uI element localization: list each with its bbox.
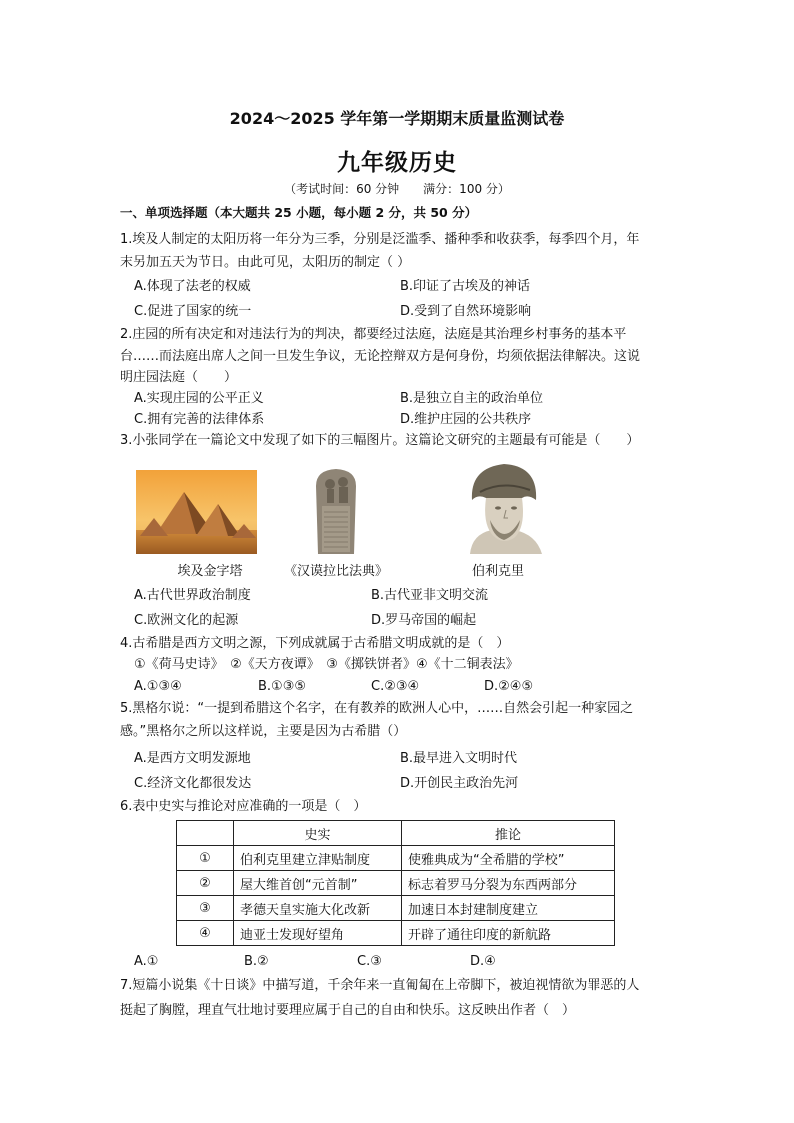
q3-stem: 3.小张同学在一篇论文中发现了如下的三幅图片。这篇论文研究的主题最有可能是（ ） [120, 433, 640, 448]
q5-option-a[interactable]: A.是西方文明发源地 [134, 751, 251, 766]
q1-option-d[interactable]: D.受到了自然环境影响 [400, 304, 532, 319]
caption-pericles: 伯利克里 [471, 564, 524, 579]
q7-stem-line2: 挺起了胸膛，理直气壮地讨要理应属于自己的自由和快乐。这反映出作者（ ） [120, 1003, 576, 1018]
caption-hammurabi: 《汉谟拉比法典》 [283, 564, 388, 579]
fact-cell: 屋大维首创“元首制” [234, 871, 402, 896]
inference-cell: 加速日本封建制度建立 [402, 896, 615, 921]
exam-title: 2024～2025 学年第一学期期末质量监测试卷 [229, 109, 565, 128]
table-row [177, 896, 615, 921]
table-row [177, 921, 615, 946]
q3-option-b[interactable]: B.古代亚非文明交流 [371, 588, 489, 603]
row-number: ③ [177, 896, 234, 921]
section-one-heading: 一、单项选择题（本大题共 25 小题，每小题 2 分，共 50 分） [120, 205, 478, 220]
exam-info: （考试时间：60 分钟 满分：100 分） [284, 182, 510, 196]
row-number: ④ [177, 921, 234, 946]
table-header-cell [177, 821, 234, 846]
q1-option-b[interactable]: B.印证了古埃及的神话 [400, 279, 531, 294]
q1-stem-line2: 末另加五天为节日。由此可见，太阳历的制定（ ） [120, 255, 411, 270]
q6-option-c[interactable]: C.③ [357, 954, 382, 969]
row-number: ① [177, 846, 234, 871]
q2-option-b[interactable]: B.是独立自主的政治单位 [400, 391, 544, 406]
q3-option-d[interactable]: D.罗马帝国的崛起 [371, 613, 477, 628]
q4-option-c[interactable]: C.②③④ [371, 679, 420, 694]
q3-option-c[interactable]: C.欧洲文化的起源 [134, 613, 239, 628]
q1-stem-line1: 1.埃及人制定的太阳历将一年分为三季，分别是泛滥季、播种季和收获季，每季四个月，年 [120, 232, 640, 247]
fact-cell: 孝德天皇实施大化改新 [234, 896, 402, 921]
q5-option-d[interactable]: D.开创民主政治先河 [400, 776, 519, 791]
q5-option-b[interactable]: B.最早进入文明时代 [400, 751, 518, 766]
fact-cell: 迪亚士发现好望角 [234, 921, 402, 946]
q5-option-c[interactable]: C.经济文化都很发达 [134, 776, 252, 791]
table-row [177, 846, 615, 871]
inference-cell: 标志着罗马分裂为东西两部分 [402, 871, 615, 896]
q4-option-a[interactable]: A.①③④ [134, 679, 182, 694]
q2-stem-line1: 2.庄园的所有决定和对违法行为的判决，都要经过法庭，法庭是其治理乡村事务的基本平 [120, 327, 627, 342]
q6-option-a[interactable]: A.① [134, 954, 159, 969]
q1-option-a[interactable]: A.体现了法老的权威 [134, 279, 251, 294]
q6-stem: 6.表中史实与推论对应准确的一项是（ ） [120, 799, 367, 814]
caption-pyramid: 埃及金字塔 [177, 564, 243, 579]
q2-stem-line3: 明庄园法庭（ ） [120, 370, 238, 385]
q2-option-c[interactable]: C.拥有完善的法律体系 [134, 412, 265, 427]
q1-option-c[interactable]: C.促进了国家的统一 [134, 304, 252, 319]
q6-table [176, 820, 615, 946]
q4-option-b[interactable]: B.①③⑤ [258, 679, 307, 694]
q6-option-d[interactable]: D.④ [470, 954, 496, 969]
table-header-cell: 史实 [234, 821, 402, 846]
q4-option-d[interactable]: D.②④⑤ [484, 679, 534, 694]
pericles-bust-image [452, 458, 552, 554]
q5-stem-line1: 5.黑格尔说：“一提到希腊这个名字，在有教养的欧洲人心中，……自然会引起一种家园之 [120, 701, 634, 716]
subject-title: 九年级历史 [337, 150, 457, 176]
q4-items: ①《荷马史诗》 ②《天方夜谭》 ③《掷铁饼者》④《十二铜表法》 [134, 657, 519, 672]
fact-cell: 伯利克里建立津贴制度 [234, 846, 402, 871]
row-number: ② [177, 871, 234, 896]
q2-option-d[interactable]: D.维护庄园的公共秩序 [400, 412, 532, 427]
q3-option-a[interactable]: A.古代世界政治制度 [134, 588, 251, 603]
q2-option-a[interactable]: A.实现庄园的公平正义 [134, 391, 264, 406]
inference-cell: 使雅典成为“全希腊的学校” [402, 846, 615, 871]
inference-cell: 开辟了通往印度的新航路 [402, 921, 615, 946]
q6-option-b[interactable]: B.② [244, 954, 269, 969]
q4-stem: 4.古希腊是西方文明之源，下列成就属于古希腊文明成就的是（ ） [120, 636, 510, 651]
q2-stem-line2: 台……而法庭出席人之间一旦发生争议，无论控辩双方是何身份，均须依据法律解决。这说 [120, 349, 641, 364]
hammurabi-code-image [310, 466, 362, 554]
q5-stem-line2: 感。”黑格尔之所以这样说，主要是因为古希腊（） [120, 724, 407, 739]
table-header-row [177, 821, 615, 846]
table-header-cell: 推论 [402, 821, 615, 846]
table-row [177, 871, 615, 896]
q7-stem-line1: 7.短篇小说集《十日谈》中描写道，千余年来一直匍匐在上帝脚下，被迫视情欲为罪恶的人 [120, 978, 640, 993]
pyramid-image [136, 470, 257, 554]
